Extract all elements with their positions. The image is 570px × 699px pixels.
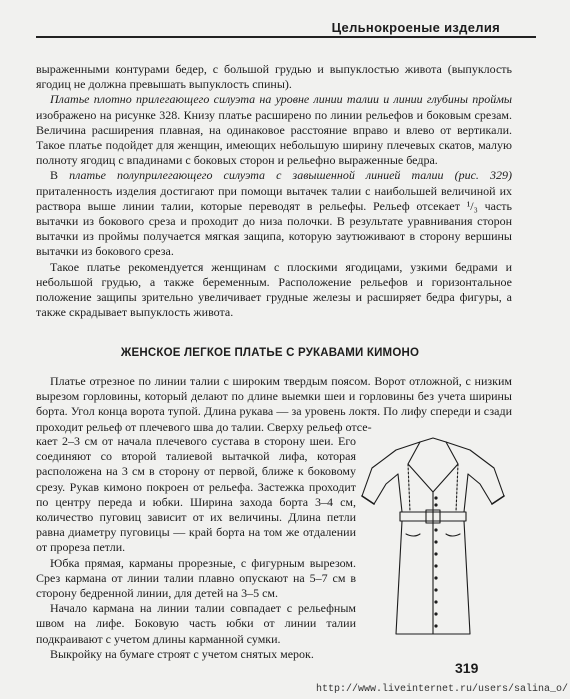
paragraph-fitted-dress <box>36 92 512 168</box>
right-sleeve <box>446 442 504 504</box>
running-header: Цельнокроеные изделия <box>331 20 500 35</box>
header-rule <box>36 36 536 38</box>
paragraph-text: В <box>50 168 70 183</box>
wide-text-block <box>36 374 512 435</box>
paragraph-text: приталенность изделия достигают при помощи вытачек талии с наибольшей величиной их раствора выше линии талии, которые переводят в рельефы. Рельеф отсекает ¹/₃ часть вытачки из бокового среза и проходит до низа полочки. В результате уравнивания сторон вытачки из проймы получается мягкая защипа, которую заутюживают в сторону вершины вытачки из бокового среза. <box>36 183 512 259</box>
column-text-block <box>36 434 356 662</box>
left-sleeve <box>362 442 420 504</box>
paragraph-recommendation: Такое платье рекомендуется женщинам с плоскими ягодицами, узкими бедрами и небольшой грудью, а также беременным. Расположение рельефов и горизонтальное положение защипы зрительно увеличивает грудные железы и расширяет бедра фигуры, а также скрадывает выпуклость живота. <box>36 259 512 320</box>
paragraph-semi-fitted-dress <box>36 168 512 259</box>
page-number: 319 <box>455 660 479 676</box>
paragraph-skirt: Юбка прямая, карманы прорезные, с фигурным вырезом. Срез кармана от линии талии плавно опускают на 5–7 см в сторону бедренной линии, для детей на 3–5 см. <box>36 555 356 601</box>
italic-lead: платье полуприлегающего силуэта с завышенной линией талии (рис. 329) <box>69 168 512 183</box>
paragraph-pattern: Выкройку на бумаге строят с учетом снятых мерок. <box>50 646 314 661</box>
buttons <box>434 496 437 627</box>
paragraph-continuation: выраженными контурами бедер, с большой грудью и выпуклостью живота (выпуклость ягодиц не должна превышать выпуклость спины). <box>36 62 512 92</box>
paragraph-relief: кает 2–3 см от начала плечевого сустава в сторону шеи. Его соединяют со второй талиевой вытачкой лифа, которая расположена на 3 см в сторону от первой, ближе к боковому срезу. Рукав кимоно покроен от рельефа. Застежка проходит по центру переда и юбки. Ширина захода борта 3–4 см, количество пуговиц зависит от их величины. Длина петли равна диаметру пуговицы — край борта на том же отдалении от прореза петли. <box>36 434 356 555</box>
italic-lead: Платье плотно прилегающего силуэта на уровне линии талии и линии глубины проймы <box>50 92 512 107</box>
section-title: ЖЕНСКОЕ ЛЕГКОЕ ПЛАТЬЕ С РУКАВАМИ КИМОНО <box>120 347 420 359</box>
collar <box>408 442 458 492</box>
watermark-url: http://www.liveinternet.ru/users/salina_o/ <box>316 684 569 695</box>
paragraph-kimono-intro: Платье отрезное по линии талии с широким твердым поясом. Ворот отложной, с низким вырезом горловины, который делают по длине выемки шеи и горловины без учета ширины борта. Угол конца ворота тупой. Длина рукава — за уровень локтя. По лифу спереди и сзади проходит рельеф от плечевого шва до талии. Сверху рельеф отсе- <box>36 374 512 434</box>
dress-illustration <box>358 434 508 649</box>
paragraph-pocket: Начало кармана на линии талии совпадает с рельефным швом на лифе. Боковую часть юбки от линии талии подкраивают с учетом длины карманной сумки. <box>36 601 356 646</box>
top-text-block <box>36 62 512 320</box>
neckline <box>420 438 446 442</box>
paragraph-text: изображено на рисунке 328. Книзу платье расширено по линии рельефов и боковым срезам. Величина расширения плавная, на одинаковое расстояние вправо и влево от вертикали. Такое платье подойдет для женщин, имеющих небольшую ширину плечевых скатов, малую полноту ягодиц с впадинами с боковых сторон и рельефно выраженные бедра. <box>36 107 512 168</box>
